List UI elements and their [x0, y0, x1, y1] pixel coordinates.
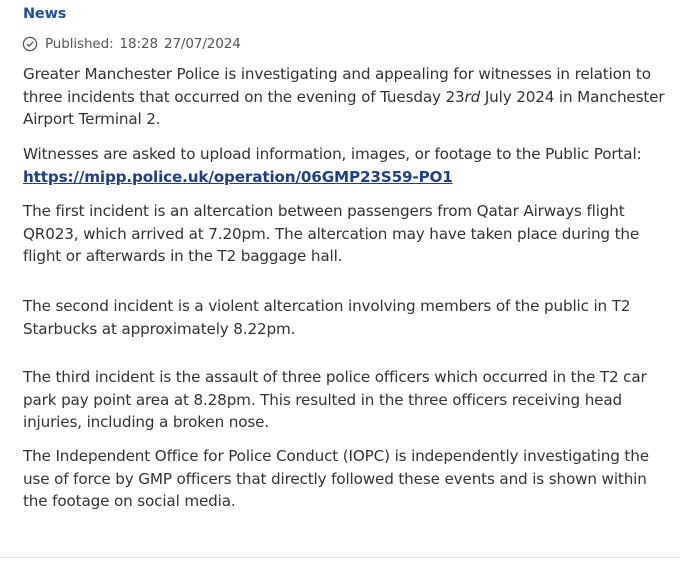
paragraph-intro-end: July 2024 in Manchester Airport Terminal 2.	[23, 87, 665, 128]
paragraph-iopc: The Independent Office for Police Conduct (IOPC) is independently investigating the use of force by GMP officers that directly followed these events and is shown within the footage on social media.	[23, 447, 649, 510]
paragraph-second-incident: The second incident is a violent altercation involving members of the public in T2 Starbucks at approximately 8.22pm.	[23, 297, 631, 338]
paragraph-witnesses	[23, 143, 673, 188]
paragraph-intro	[23, 63, 673, 131]
public-portal-link[interactable]: https://mipp.police.uk/operation/06GMP23S59-PO1	[23, 167, 453, 186]
published-meta	[22, 34, 241, 54]
published-date: 27/07/2024	[163, 36, 241, 52]
paragraph-first-incident: The first incident is an altercation between passengers from Qatar Airways flight QR023, which arrived at 7.20pm. The altercation may have taken place during the flight or afterwards in the T2 baggage hall.	[23, 202, 640, 265]
paragraph-third-incident: The third incident is the assault of three police officers which occurred in the T2 car park pay point area at 8.28pm. This resulted in the three officers receiving head injuries, including a broken nose.	[23, 368, 647, 431]
clock-check-icon	[22, 36, 38, 52]
ordinal-suffix: rd	[464, 87, 481, 106]
published-time: 18:28	[119, 36, 158, 52]
category-label[interactable]: News	[23, 6, 67, 22]
paragraph-witnesses-text: Witnesses are asked to upload information, images, or footage to the Public Portal:	[23, 145, 642, 163]
paragraph-intro-start: Greater Manchester Police is investigating and appealing for witnesses in relation to three incidents that occurred on the evening of Tuesday 23	[23, 65, 651, 106]
published-label: Published:	[45, 36, 114, 52]
bottom-divider	[0, 557, 680, 558]
